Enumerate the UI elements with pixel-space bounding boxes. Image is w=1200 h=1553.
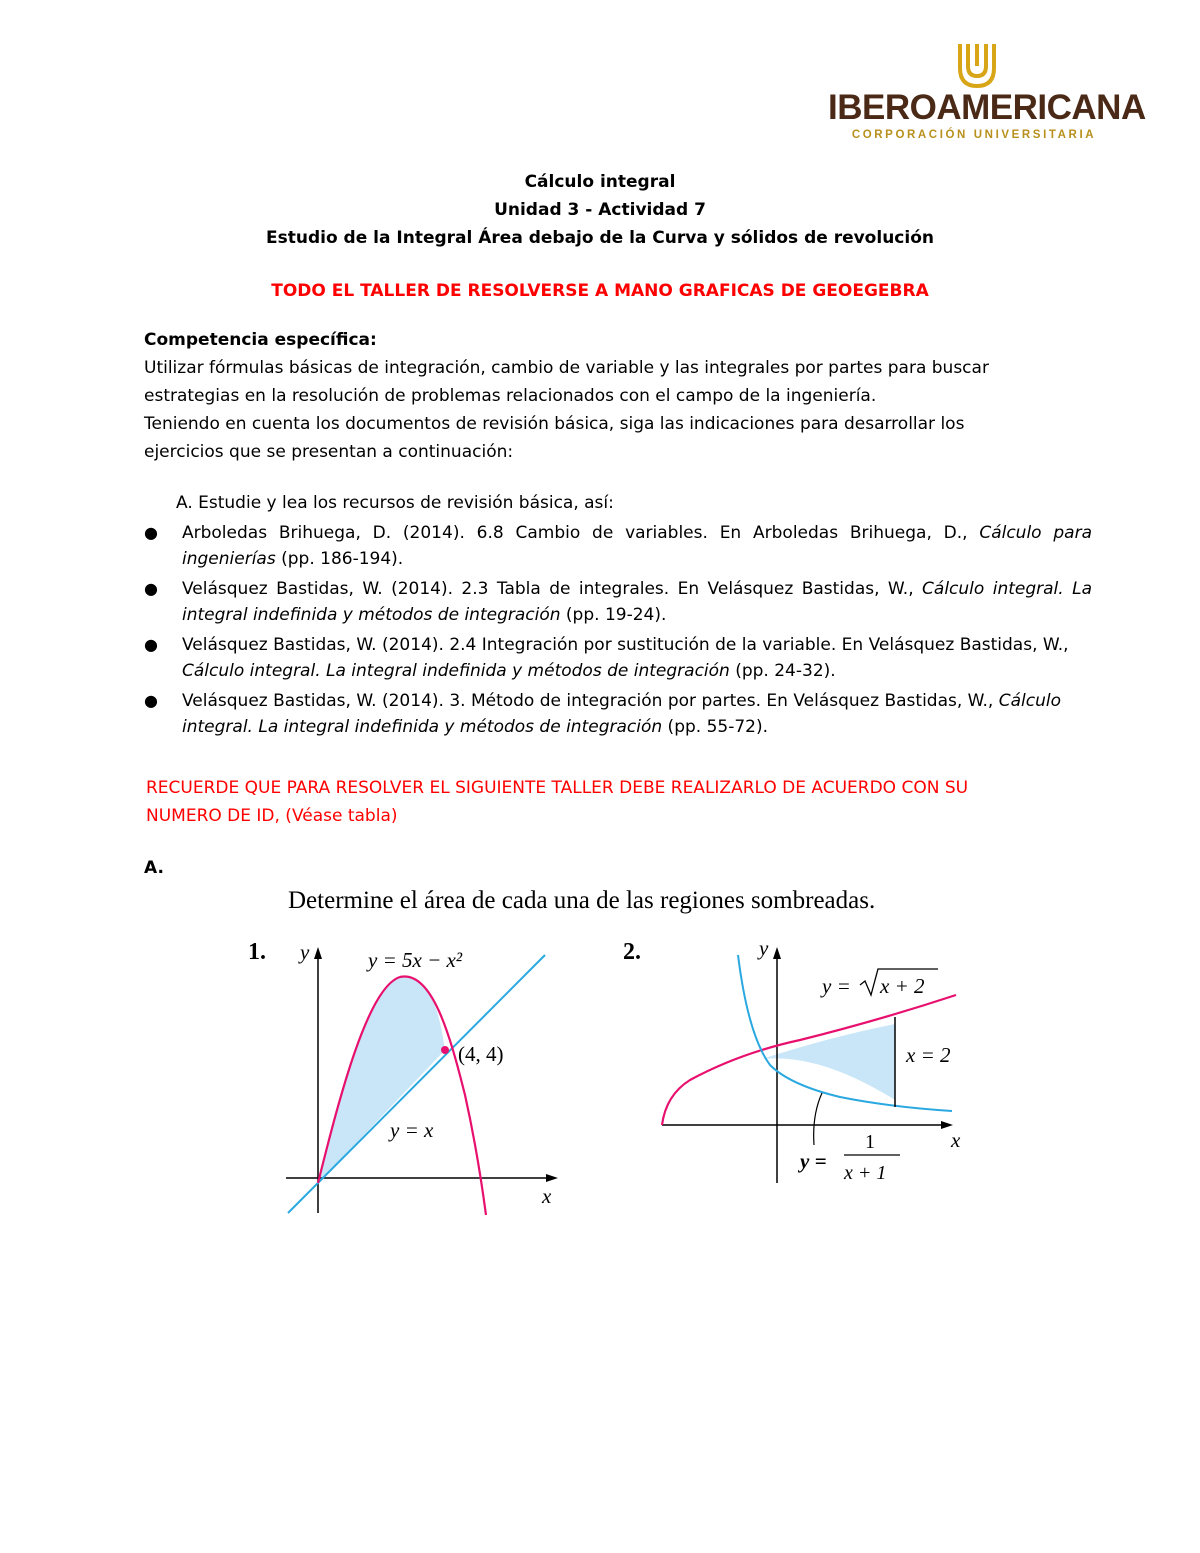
p2-y-axis-label: y (759, 936, 769, 960)
resource-text: Velásquez Bastidas, W. (2014). 3. Método de integración por partes. En Velásquez Bastidas, W., (182, 691, 999, 711)
frac-label-prefix: y = (800, 1149, 827, 1173)
resource-pages: (pp. 19-24). (560, 605, 667, 625)
bullet-icon: ● (144, 523, 158, 542)
problem-2-figure (623, 936, 961, 1184)
resource-text: Arboledas Brihuega, D. (2014). 6.8 Cambio de variables. En Arboledas Brihuega, D., (182, 523, 980, 543)
resource-item (144, 576, 1092, 628)
line-label: y = x (390, 1118, 434, 1142)
sqrt-label-radicand: x + 2 (880, 974, 925, 998)
topic-title: Estudio de la Integral Área debajo de la Curva y sólidos de revolución (266, 228, 934, 248)
resource-title: Cálculo integral. La integral indefinida y métodos de integración (182, 691, 1061, 737)
competencia-line: Teniendo en cuenta los documentos de revisión básica, siga las indicaciones para desarrollar los (144, 414, 965, 434)
y-axis-arrow-icon (314, 947, 322, 959)
p2-x-axis-label: x (951, 1128, 961, 1152)
resource-text: Velásquez Bastidas, W. (2014). 2.3 Tabla de integrales. En Velásquez Bastidas, W., (182, 579, 923, 599)
competencia-block (144, 326, 1074, 466)
parabola-label: y = 5x − x² (368, 948, 463, 972)
competencia-line: ejercicios que se presentan a continuación: (144, 442, 514, 462)
intersection-point (441, 1046, 449, 1054)
x-axis-arrow-icon (546, 1174, 558, 1182)
sqrt-curve-label (820, 969, 938, 998)
problem-1-figure (248, 939, 558, 1215)
resources-list (144, 490, 1092, 744)
resource-pages: (pp. 55-72). (662, 717, 769, 737)
unit-title: Unidad 3 - Actividad 7 (494, 200, 706, 220)
bullet-icon: ● (144, 635, 158, 654)
section-label: A. (144, 858, 164, 878)
reminder (146, 774, 1026, 830)
problem-1-number: 1. (248, 939, 266, 965)
sqrt-label-prefix: y = (822, 974, 851, 998)
problem-2-shaded-region (762, 1024, 895, 1100)
frac-denominator: x + 1 (844, 1162, 887, 1184)
resources-heading: A. Estudie y lea los recursos de revisión básica, así: (176, 493, 614, 513)
resource-pages: (pp. 24-32). (729, 661, 836, 681)
problems-heading: Determine el área de cada una de las regiones sombreadas. (288, 887, 876, 914)
label-pointer (814, 1093, 822, 1145)
shield-logo-icon (956, 42, 998, 88)
bullet-icon: ● (144, 579, 158, 598)
resource-item (144, 688, 1092, 740)
reciprocal-curve-label (797, 1131, 900, 1184)
problem-2-number: 2. (623, 939, 641, 965)
reminder-line: RECUERDE QUE PARA RESOLVER EL SIGUIENTE TALLER DEBE REALIZARLO DE ACUERDO CON SU (146, 778, 969, 798)
p1-x-axis-label: x (542, 1184, 552, 1208)
p1-y-axis-label: y (300, 940, 310, 964)
problem-1-shaded-region (318, 976, 445, 1183)
competencia-line: estrategias en la resolución de problemas relacionados con el campo de la ingeniería. (144, 386, 877, 406)
university-logo (828, 42, 1146, 148)
problem-figures (240, 925, 980, 1225)
frac-numerator: 1 (865, 1131, 875, 1153)
resource-title: Cálculo para ingenierías (182, 523, 1092, 569)
resource-text: Velásquez Bastidas, W. (2014). 2.4 Integración por sustitución de la variable. En Velásquez Bastidas, W., (182, 635, 1069, 655)
logo-subtitle: CORPORACIÓN UNIVERSITARIA (851, 129, 1097, 141)
competencia-label: Competencia específica: (144, 330, 377, 350)
competencia-line: Utilizar fórmulas básicas de integración, cambio de variable y las integrales por partes para buscar (144, 358, 989, 378)
bullet-icon: ● (144, 691, 158, 710)
logo-name: IBEROAMERICANA (828, 88, 1146, 127)
resource-title: Cálculo integral. La integral indefinida y métodos de integración (182, 579, 1092, 625)
intersection-label: (4, 4) (458, 1042, 504, 1066)
resource-title: Cálculo integral. La integral indefinida y métodos de integración (182, 661, 730, 681)
resource-item (144, 520, 1092, 572)
notice: TODO EL TALLER DE RESOLVERSE A MANO GRAFICAS DE GEOEGEBRA (271, 281, 929, 301)
vertical-line-label: x = 2 (906, 1043, 951, 1067)
course-title: Cálculo integral (524, 172, 676, 192)
reminder-line: NUMERO DE ID, (Véase tabla) (146, 806, 398, 826)
resource-pages: (pp. 186-194). (275, 549, 404, 569)
y-axis-arrow-icon (773, 947, 781, 959)
resource-item (144, 632, 1092, 684)
